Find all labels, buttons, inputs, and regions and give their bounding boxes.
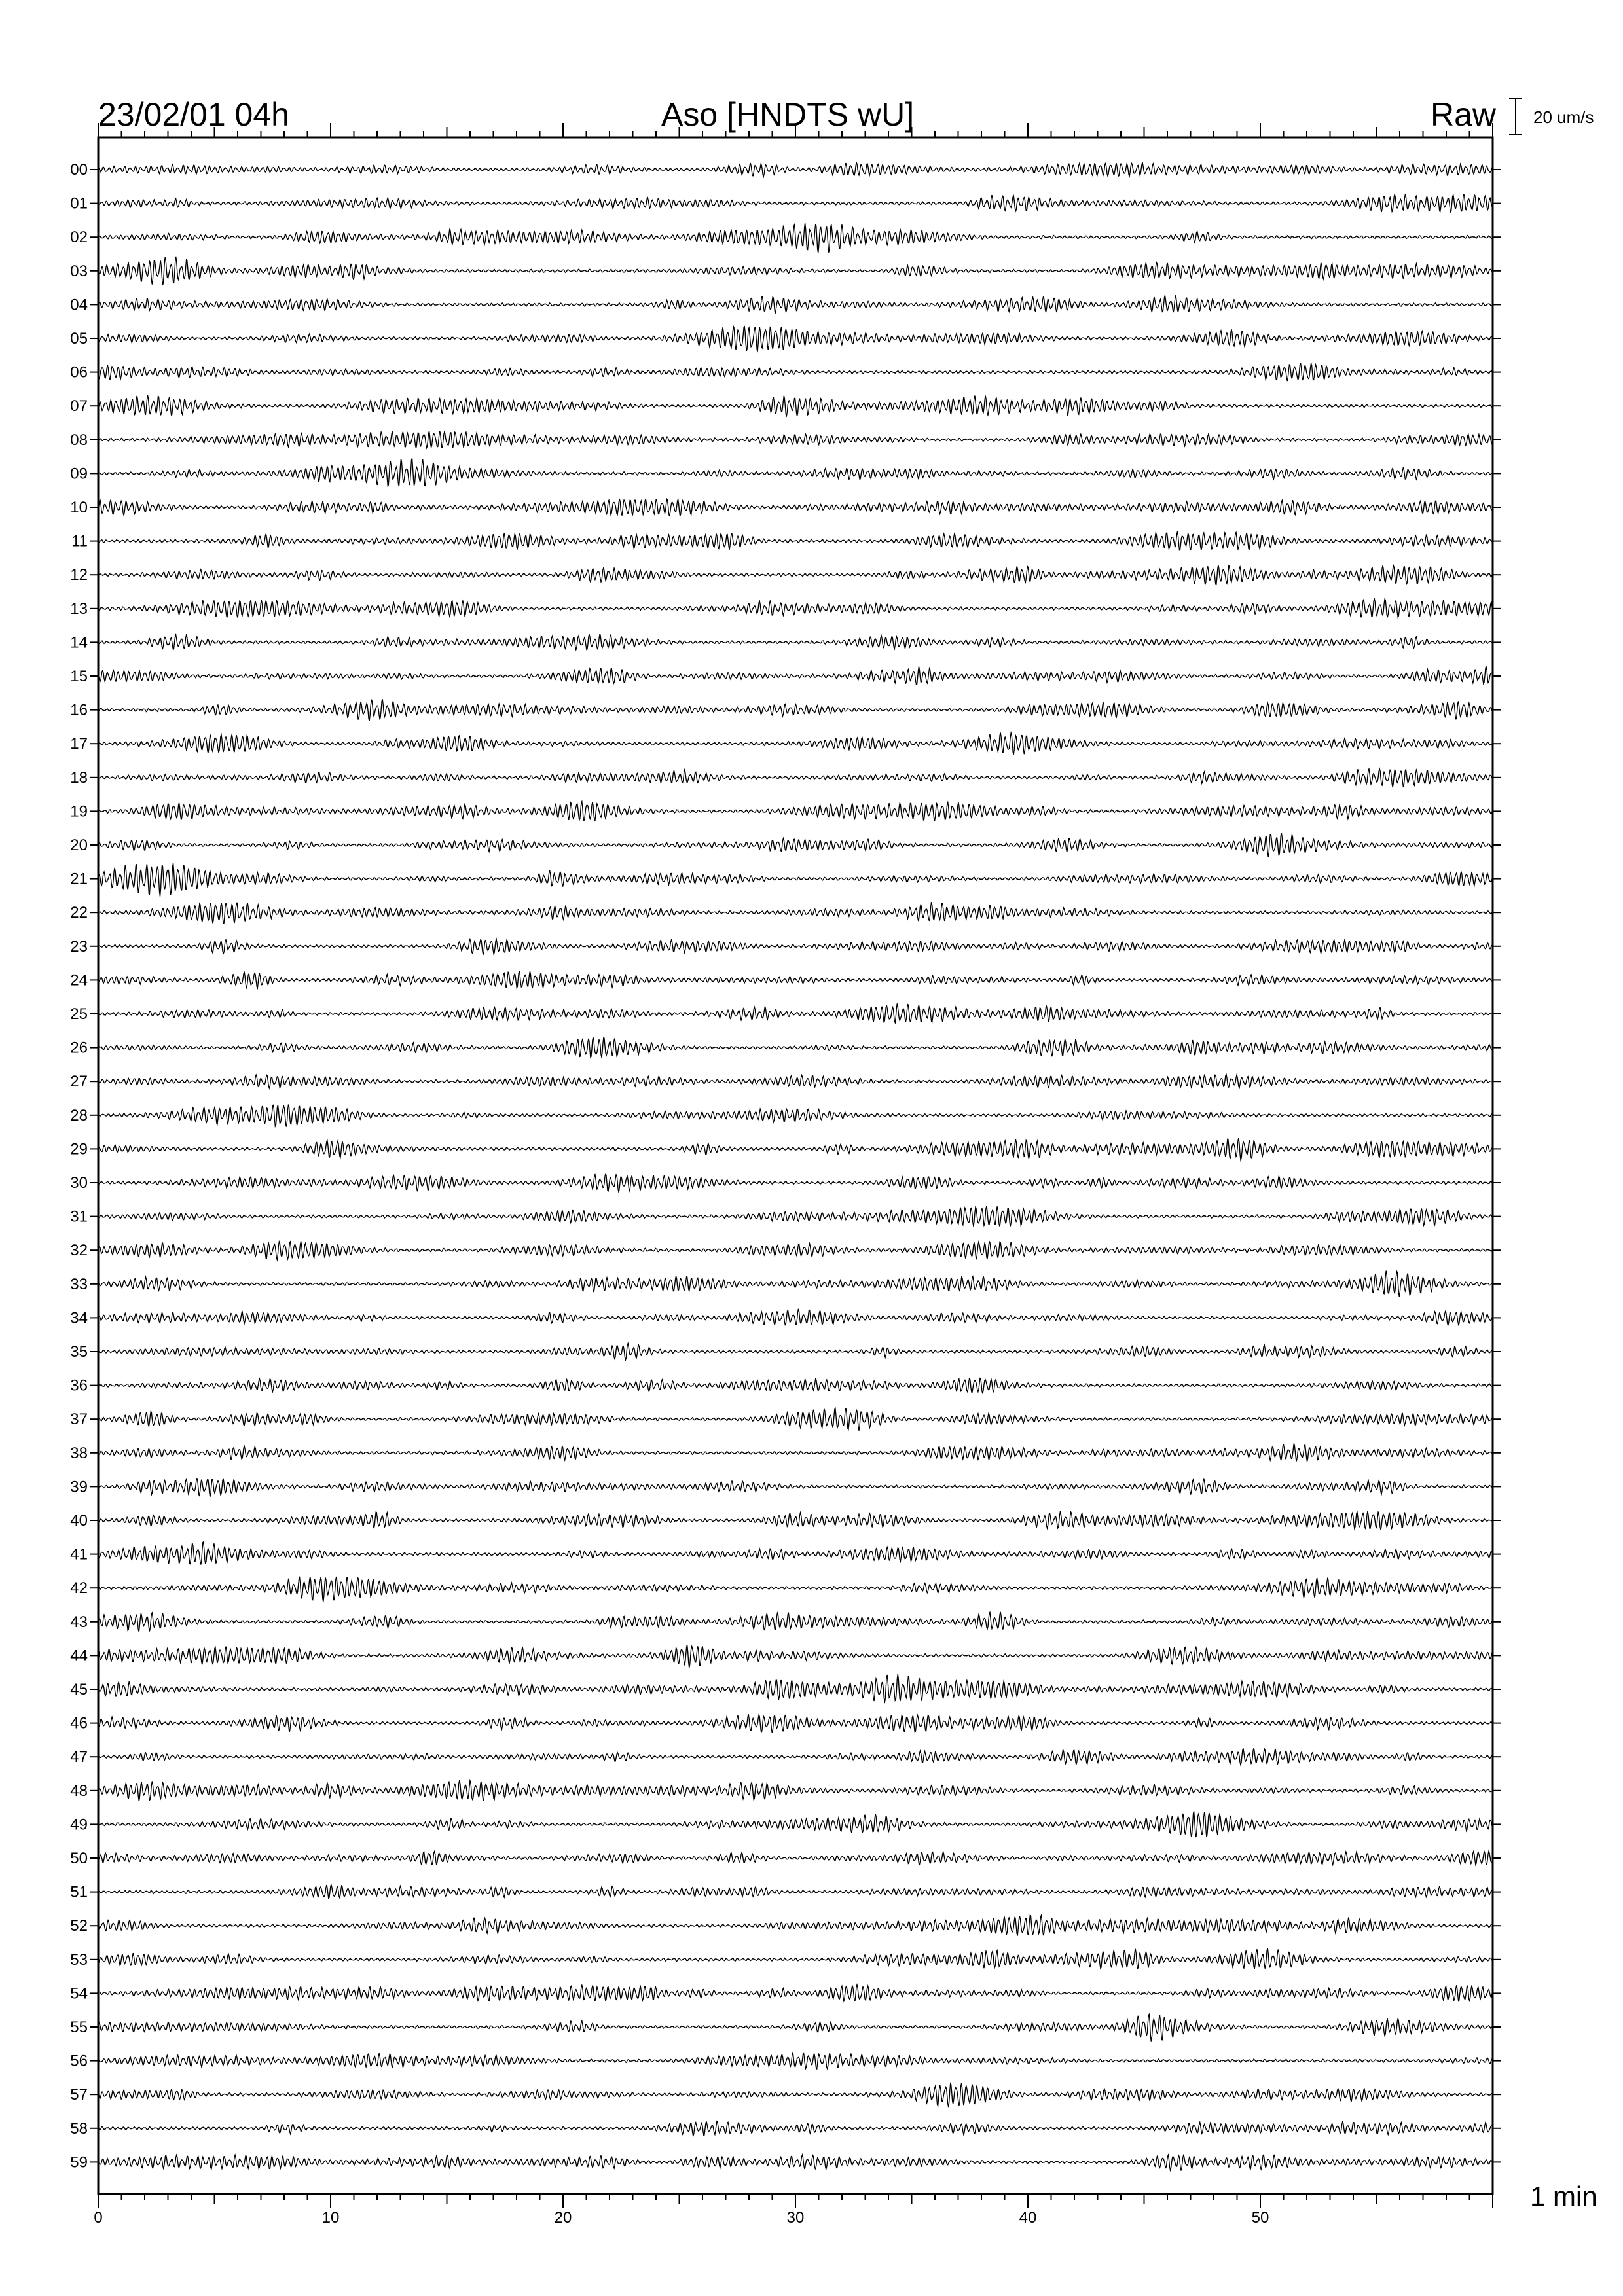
row-label: 40 bbox=[70, 1512, 88, 1530]
row-label: 06 bbox=[70, 363, 88, 382]
row-label: 59 bbox=[70, 2153, 88, 2172]
plot-date-hour: 23/02/01 04h bbox=[98, 96, 289, 133]
trace-row-10 bbox=[98, 499, 1493, 516]
trace-row-06 bbox=[98, 363, 1493, 381]
row-label: 09 bbox=[70, 465, 88, 483]
row-label: 37 bbox=[70, 1410, 88, 1429]
trace-row-46 bbox=[98, 1714, 1493, 1733]
row-label: 56 bbox=[70, 2052, 88, 2070]
trace-row-44 bbox=[98, 1645, 1493, 1668]
trace-row-37 bbox=[98, 1408, 1493, 1431]
row-label: 25 bbox=[70, 1005, 88, 1023]
trace-row-20 bbox=[98, 833, 1493, 857]
row-label: 21 bbox=[70, 870, 88, 888]
x-axis-unit-label: 1 min bbox=[1530, 2181, 1597, 2212]
trace-row-56 bbox=[98, 2053, 1493, 2069]
plot-title: Aso [HNDTS wU] bbox=[661, 96, 915, 133]
trace-row-27 bbox=[98, 1074, 1493, 1088]
trace-row-19 bbox=[98, 802, 1493, 821]
row-label: 39 bbox=[70, 1478, 88, 1496]
row-label: 41 bbox=[70, 1545, 88, 1564]
row-label: 20 bbox=[70, 836, 88, 854]
trace-row-09 bbox=[98, 458, 1493, 486]
trace-row-47 bbox=[98, 1748, 1493, 1765]
row-label: 35 bbox=[70, 1343, 88, 1361]
row-label: 57 bbox=[70, 2086, 88, 2104]
trace-row-25 bbox=[98, 1003, 1493, 1022]
row-label: 28 bbox=[70, 1106, 88, 1124]
trace-row-07 bbox=[98, 395, 1493, 416]
trace-row-53 bbox=[98, 1948, 1493, 1969]
trace-row-54 bbox=[98, 1985, 1493, 2001]
filter-mode-label: Raw bbox=[1431, 96, 1497, 133]
row-label: 04 bbox=[70, 296, 88, 314]
x-tick-label: 0 bbox=[94, 2209, 103, 2227]
row-label: 26 bbox=[70, 1039, 88, 1057]
row-label: 44 bbox=[70, 1647, 88, 1665]
row-label: 47 bbox=[70, 1748, 88, 1767]
row-label: 49 bbox=[70, 1816, 88, 1834]
row-label: 18 bbox=[70, 768, 88, 787]
row-label: 27 bbox=[70, 1073, 88, 1091]
row-label: 51 bbox=[70, 1883, 88, 1901]
x-tick-labels-group bbox=[94, 2209, 1269, 2227]
row-label: 58 bbox=[70, 2119, 88, 2138]
row-label: 00 bbox=[70, 161, 88, 179]
trace-row-57 bbox=[98, 2083, 1493, 2107]
trace-row-17 bbox=[98, 732, 1493, 754]
row-label: 15 bbox=[70, 668, 88, 685]
trace-row-39 bbox=[98, 1478, 1493, 1497]
trace-row-30 bbox=[98, 1174, 1493, 1193]
amplitude-scale-label: 20 um/s bbox=[1533, 107, 1594, 127]
trace-row-38 bbox=[98, 1443, 1493, 1461]
x-tick-label: 50 bbox=[1251, 2209, 1269, 2227]
x-tick-label: 20 bbox=[554, 2209, 572, 2227]
trace-row-43 bbox=[98, 1612, 1493, 1632]
row-label: 30 bbox=[70, 1174, 88, 1192]
row-labels-group bbox=[70, 161, 88, 2171]
trace-row-11 bbox=[98, 531, 1493, 550]
row-label: 17 bbox=[70, 735, 88, 753]
trace-row-40 bbox=[98, 1511, 1493, 1530]
trace-row-59 bbox=[98, 2155, 1493, 2170]
trace-row-51 bbox=[98, 1884, 1493, 1898]
x-tick-label: 40 bbox=[1019, 2209, 1037, 2227]
trace-row-14 bbox=[98, 634, 1493, 650]
row-label: 22 bbox=[70, 904, 88, 922]
trace-row-23 bbox=[98, 939, 1493, 955]
trace-row-22 bbox=[98, 902, 1493, 924]
row-label: 38 bbox=[70, 1444, 88, 1462]
row-label: 33 bbox=[70, 1275, 88, 1293]
row-label: 12 bbox=[70, 566, 88, 584]
trace-row-01 bbox=[98, 194, 1493, 213]
trace-row-16 bbox=[98, 699, 1493, 721]
row-label: 53 bbox=[70, 1950, 88, 1969]
row-label: 02 bbox=[70, 228, 88, 247]
trace-row-15 bbox=[98, 666, 1493, 685]
row-label: 46 bbox=[70, 1714, 88, 1732]
trace-row-04 bbox=[98, 295, 1493, 312]
trace-row-58 bbox=[98, 2121, 1493, 2136]
trace-row-55 bbox=[98, 2014, 1493, 2041]
row-label: 48 bbox=[70, 1782, 88, 1800]
row-label: 16 bbox=[70, 701, 88, 719]
trace-row-33 bbox=[98, 1271, 1493, 1297]
trace-row-29 bbox=[98, 1138, 1493, 1160]
trace-row-34 bbox=[98, 1309, 1493, 1325]
row-label: 34 bbox=[70, 1309, 88, 1327]
row-label: 45 bbox=[70, 1681, 88, 1698]
trace-row-36 bbox=[98, 1378, 1493, 1393]
trace-row-05 bbox=[98, 326, 1493, 351]
trace-row-41 bbox=[98, 1542, 1493, 1565]
row-label: 10 bbox=[70, 499, 88, 516]
trace-row-21 bbox=[98, 863, 1493, 897]
trace-row-49 bbox=[98, 1812, 1493, 1838]
row-label: 07 bbox=[70, 397, 88, 416]
trace-row-32 bbox=[98, 1242, 1493, 1260]
trace-row-48 bbox=[98, 1780, 1493, 1801]
row-label: 43 bbox=[70, 1613, 88, 1631]
trace-row-24 bbox=[98, 971, 1493, 988]
row-label: 50 bbox=[70, 1850, 88, 1867]
trace-row-13 bbox=[98, 598, 1493, 618]
trace-row-28 bbox=[98, 1105, 1493, 1127]
row-label: 32 bbox=[70, 1242, 88, 1260]
row-label: 36 bbox=[70, 1376, 88, 1395]
row-label: 11 bbox=[71, 532, 88, 550]
row-label: 24 bbox=[70, 971, 88, 990]
x-tick-label: 30 bbox=[786, 2209, 805, 2227]
row-label: 19 bbox=[70, 802, 88, 821]
row-label: 29 bbox=[70, 1140, 88, 1158]
trace-row-52 bbox=[98, 1915, 1493, 1935]
row-label: 13 bbox=[70, 600, 88, 618]
row-label: 08 bbox=[70, 431, 88, 449]
trace-row-08 bbox=[98, 431, 1493, 448]
row-label: 14 bbox=[70, 634, 88, 652]
trace-row-03 bbox=[98, 257, 1493, 285]
trace-row-31 bbox=[98, 1206, 1493, 1227]
row-label: 42 bbox=[70, 1579, 88, 1598]
trace-row-02 bbox=[98, 223, 1493, 253]
row-label: 01 bbox=[70, 194, 88, 213]
trace-row-12 bbox=[98, 565, 1493, 585]
row-label: 23 bbox=[70, 937, 88, 956]
row-label: 54 bbox=[70, 1984, 88, 2003]
trace-row-26 bbox=[98, 1037, 1493, 1058]
row-label: 55 bbox=[70, 2018, 88, 2036]
traces-group bbox=[90, 162, 1501, 2170]
plot-frame bbox=[98, 137, 1493, 2194]
row-label: 52 bbox=[70, 1917, 88, 1935]
row-label: 31 bbox=[70, 1208, 88, 1226]
trace-row-42 bbox=[98, 1577, 1493, 1602]
x-tick-label: 10 bbox=[321, 2209, 340, 2227]
trace-row-35 bbox=[98, 1344, 1493, 1361]
trace-row-18 bbox=[98, 769, 1493, 787]
trace-row-50 bbox=[98, 1851, 1493, 1865]
row-label: 03 bbox=[70, 262, 88, 280]
trace-row-45 bbox=[98, 1674, 1493, 1703]
trace-row-00 bbox=[98, 162, 1493, 177]
row-label: 05 bbox=[70, 330, 88, 348]
